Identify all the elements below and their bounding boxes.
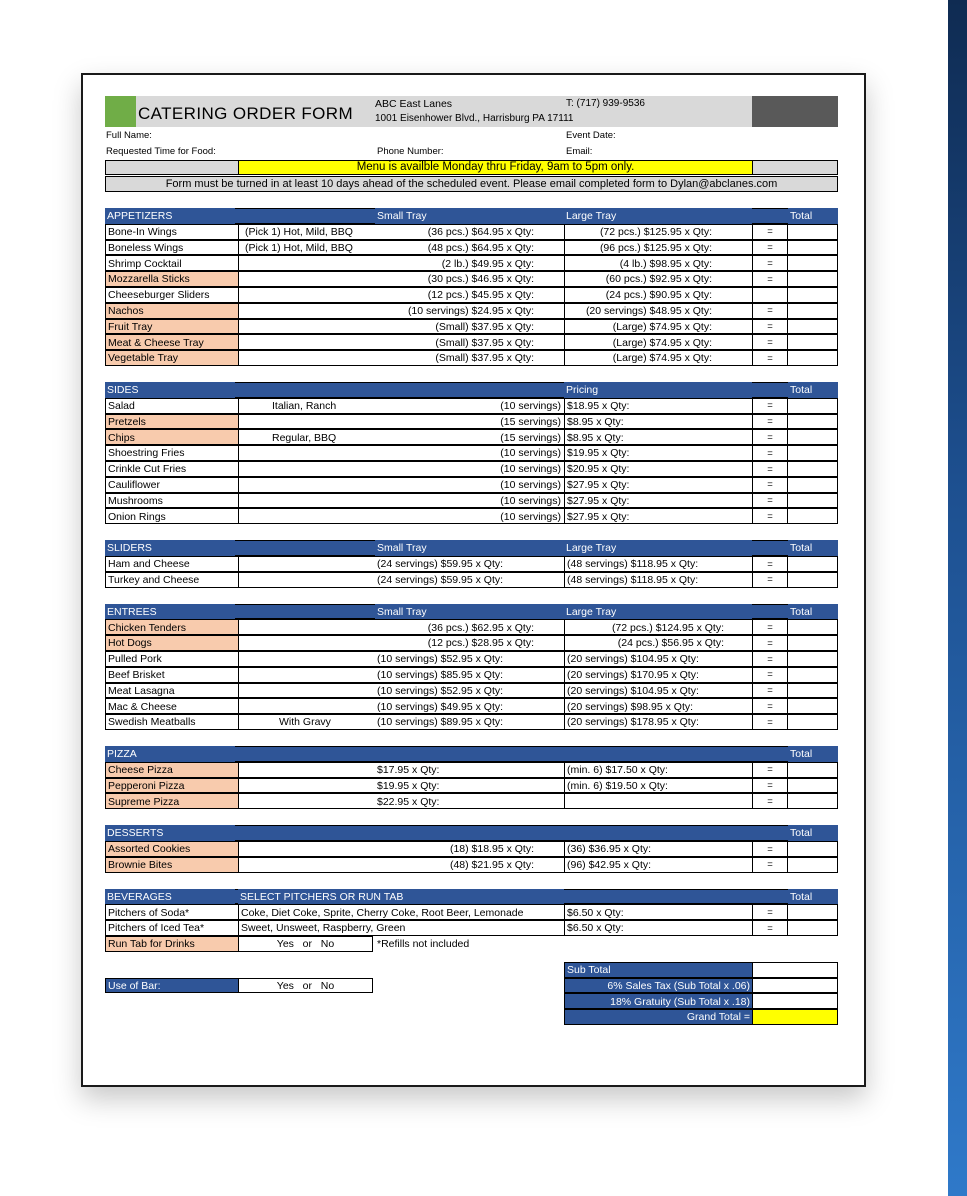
- large-tray-price[interactable]: (48 servings) $118.95 x Qty:: [564, 572, 753, 588]
- beverages-header-row: [105, 889, 838, 905]
- item-name: Beef Brisket: [105, 667, 239, 683]
- event-date-label: Event Date:: [566, 130, 616, 142]
- desserts-equals-1: =: [752, 857, 788, 873]
- appetizers-col-total: Total: [788, 208, 838, 224]
- large-tray-price[interactable]: (20 servings) $48.95 x Qty:: [564, 303, 753, 319]
- gratuity-row: [105, 993, 838, 1009]
- item-name: Meat Lasagna: [105, 683, 239, 699]
- small-tray-price[interactable]: (10 servings) $89.95 x Qty:: [377, 716, 504, 729]
- phone-number-label: Phone Number:: [377, 146, 444, 158]
- item-name: Cheese Pizza: [105, 762, 239, 778]
- beverages-section-title: BEVERAGES: [105, 889, 235, 905]
- sides-header-row: [105, 382, 838, 398]
- appetizers-total-field-8[interactable]: [787, 350, 838, 366]
- entrees-equals-5: =: [752, 698, 788, 714]
- beverages-equals-0: =: [752, 904, 788, 920]
- grand-total-field[interactable]: [752, 1009, 838, 1025]
- dessert-row: [105, 841, 838, 857]
- sides-total-field-4[interactable]: [787, 461, 838, 477]
- appetizers-col-small: Small Tray: [375, 208, 564, 224]
- sides-col-total: Total: [788, 382, 838, 398]
- sides-total-field-7[interactable]: [787, 508, 838, 524]
- small-price[interactable]: $17.95 x Qty:: [377, 763, 440, 776]
- appetizers-total-field-7[interactable]: [787, 334, 838, 350]
- bar-label: Use of Bar:: [105, 978, 239, 994]
- appetizer-row: [105, 303, 838, 319]
- sliders-total-field-1[interactable]: [787, 572, 838, 588]
- item-name: Pulled Pork: [105, 651, 239, 667]
- side-price[interactable]: $19.95 x Qty:: [564, 445, 753, 461]
- grand-total-label: Grand Total =: [564, 1009, 753, 1025]
- sliders-equals-1: =: [752, 572, 788, 588]
- appetizer-row: [105, 319, 838, 335]
- servings: (10 servings): [500, 399, 561, 412]
- small-tray-price[interactable]: (2 lb.) $49.95 x Qty:: [441, 257, 534, 270]
- desserts-header-row: [105, 825, 838, 841]
- item-name: Swedish Meatballs: [105, 714, 239, 730]
- item-name: Ham and Cheese: [105, 556, 239, 572]
- beverage-price[interactable]: $6.50 x Qty:: [564, 920, 753, 936]
- appetizer-row: [105, 271, 838, 287]
- servings: (10 servings): [500, 463, 561, 476]
- full-name-label: Full Name:: [106, 130, 152, 142]
- small-price[interactable]: (48) $21.95 x Qty:: [449, 858, 534, 871]
- small-tray-price[interactable]: (30 pcs.) $46.95 x Qty:: [427, 273, 534, 286]
- item-options: With Gravy: [279, 716, 331, 729]
- item-name: Mushrooms: [105, 493, 239, 509]
- item-name: Shrimp Cocktail: [105, 255, 239, 271]
- entrees-col-large: Large Tray: [564, 604, 752, 620]
- company-name: ABC East Lanes: [375, 98, 453, 110]
- side-price[interactable]: $20.95 x Qty:: [564, 461, 753, 477]
- entree-row: [105, 667, 838, 683]
- small-tray-price[interactable]: (10 servings) $52.95 x Qty:: [377, 653, 504, 666]
- small-tray-price[interactable]: (24 servings) $59.95 x Qty:: [377, 573, 504, 586]
- servings: (10 servings): [500, 478, 561, 491]
- large-tray-price[interactable]: (24 pcs.) $56.95 x Qty:: [564, 635, 753, 651]
- banner-left-cell: [105, 160, 239, 175]
- large-tray-price[interactable]: (72 pcs.) $125.95 x Qty:: [564, 224, 753, 240]
- desserts-col-total: Total: [788, 825, 838, 841]
- appetizers-total-field-0[interactable]: [787, 224, 838, 240]
- appetizers-total-field-4[interactable]: [787, 287, 838, 303]
- appetizers-equals-3: =: [752, 271, 788, 287]
- large-tray-price[interactable]: (4 lb.) $98.95 x Qty:: [564, 255, 753, 271]
- sliders-header-row: [105, 540, 838, 556]
- large-tray-price[interactable]: (20 servings) $104.95 x Qty:: [564, 683, 753, 699]
- small-price[interactable]: $22.95 x Qty:: [377, 795, 440, 808]
- entrees-equals-4: =: [752, 683, 788, 699]
- sales-tax-field[interactable]: [752, 978, 838, 994]
- entrees-equals-2: =: [752, 651, 788, 667]
- item-name: Mac & Cheese: [105, 698, 239, 714]
- sales-tax-label: 6% Sales Tax (Sub Total x .06): [564, 978, 753, 994]
- entrees-equals-0: =: [752, 619, 788, 635]
- item-name: Assorted Cookies: [105, 841, 239, 857]
- requested-time-label: Requested Time for Food:: [106, 146, 216, 158]
- small-tray-price[interactable]: (10 servings) $85.95 x Qty:: [377, 668, 504, 681]
- appetizers-total-field-5[interactable]: [787, 303, 838, 319]
- appetizers-col-large: Large Tray: [564, 208, 752, 224]
- entree-row: [105, 698, 838, 714]
- side-row: [105, 477, 838, 493]
- side-price[interactable]: $8.95 x Qty:: [564, 414, 753, 430]
- appetizer-row: [105, 287, 838, 303]
- run-tab-row: [105, 936, 838, 952]
- desserts-total-field-1[interactable]: [787, 857, 838, 873]
- entrees-col-total: Total: [788, 604, 838, 620]
- beverage-row: [105, 904, 838, 920]
- small-tray-price[interactable]: (48 pcs.) $64.95 x Qty:: [427, 241, 534, 254]
- sides-equals-3: =: [752, 445, 788, 461]
- entrees-total-field-0[interactable]: [787, 619, 838, 635]
- tax-row: [105, 978, 838, 994]
- sides-total-field-6[interactable]: [787, 493, 838, 509]
- bar-yes-no[interactable]: Yes or No: [238, 978, 373, 994]
- item-name: Brownie Bites: [105, 857, 239, 873]
- pizza-equals-1: =: [752, 778, 788, 794]
- sliders-col-small: Small Tray: [375, 540, 564, 556]
- sides-equals-1: =: [752, 414, 788, 430]
- item-name: Onion Rings: [105, 508, 239, 524]
- entrees-col-small: Small Tray: [375, 604, 564, 620]
- side-row: [105, 414, 838, 430]
- slider-row: [105, 572, 838, 588]
- entrees-equals-1: =: [752, 635, 788, 651]
- sides-total-field-3[interactable]: [787, 445, 838, 461]
- entree-row: [105, 619, 838, 635]
- item-name: Pitchers of Soda*: [105, 904, 239, 920]
- availability-banner: Menu is availble Monday thru Friday, 9am to 5pm only.: [238, 160, 753, 175]
- small-tray-price[interactable]: (12 pcs.) $45.95 x Qty:: [427, 289, 534, 302]
- pizza-equals-2: =: [752, 793, 788, 809]
- entrees-section-title: ENTREES: [105, 604, 235, 620]
- large-price[interactable]: (min. 6) $19.50 x Qty:: [564, 778, 753, 794]
- entree-row: [105, 714, 838, 730]
- appetizers-header-row: [105, 208, 838, 224]
- appetizers-equals-2: =: [752, 255, 788, 271]
- large-tray-price[interactable]: (20 servings) $178.95 x Qty:: [564, 714, 753, 730]
- pizza-total-field-2[interactable]: [787, 793, 838, 809]
- sides-section-title: SIDES: [105, 382, 235, 398]
- servings: (10 servings): [500, 510, 561, 523]
- large-price[interactable]: (96) $42.95 x Qty:: [564, 857, 753, 873]
- item-name: Crinkle Cut Fries: [105, 461, 239, 477]
- item-options: (Pick 1) Hot, Mild, BBQ: [245, 225, 353, 238]
- item-name: Boneless Wings: [105, 240, 239, 256]
- large-tray-price[interactable]: (20 servings) $170.95 x Qty:: [564, 667, 753, 683]
- sides-equals-5: =: [752, 477, 788, 493]
- side-price[interactable]: $27.95 x Qty:: [564, 508, 753, 524]
- beverage-options: Sweet, Unsweet, Raspberry, Green: [238, 920, 565, 936]
- company-address: 1001 Eisenhower Blvd., Harrisburg PA 17111: [375, 113, 574, 124]
- entree-row: [105, 635, 838, 651]
- beverage-price[interactable]: $6.50 x Qty:: [564, 904, 753, 920]
- subtotal-label: Sub Total: [564, 962, 753, 978]
- pizza-total-field-0[interactable]: [787, 762, 838, 778]
- appetizers-equals-5: =: [752, 303, 788, 319]
- dessert-row: [105, 857, 838, 873]
- entrees-total-field-1[interactable]: [787, 635, 838, 651]
- side-row: [105, 508, 838, 524]
- item-name: Shoestring Fries: [105, 445, 239, 461]
- logo-block: [105, 96, 136, 127]
- servings: (15 servings): [500, 415, 561, 428]
- small-tray-price[interactable]: (36 pcs.) $64.95 x Qty:: [427, 225, 534, 238]
- large-price[interactable]: [564, 793, 753, 809]
- side-row: [105, 398, 838, 414]
- item-name: Fruit Tray: [105, 319, 239, 335]
- desserts-total-field-0[interactable]: [787, 841, 838, 857]
- appetizers-equals-4: [752, 287, 788, 303]
- sides-total-field-2[interactable]: [787, 429, 838, 445]
- item-name: Cauliflower: [105, 477, 239, 493]
- item-name: Chips: [105, 429, 239, 445]
- item-name: Pepperoni Pizza: [105, 778, 239, 794]
- entrees-equals-6: =: [752, 714, 788, 730]
- company-phone: T: (717) 939-9536: [566, 98, 645, 109]
- sliders-section-title: SLIDERS: [105, 540, 235, 556]
- item-name: Salad: [105, 398, 239, 414]
- sliders-col-total: Total: [788, 540, 838, 556]
- item-name: Hot Dogs: [105, 635, 239, 651]
- entrees-total-field-4[interactable]: [787, 683, 838, 699]
- appetizers-total-field-2[interactable]: [787, 255, 838, 271]
- beverages-equals-1: =: [752, 920, 788, 936]
- item-options: (Pick 1) Hot, Mild, BBQ: [245, 241, 353, 254]
- appetizers-total-field-1[interactable]: [787, 240, 838, 256]
- servings: (10 servings): [500, 447, 561, 460]
- large-tray-price[interactable]: (20 servings) $98.95 x Qty:: [564, 698, 753, 714]
- large-tray-price[interactable]: (72 pcs.) $124.95 x Qty:: [564, 619, 753, 635]
- side-price[interactable]: $8.95 x Qty:: [564, 429, 753, 445]
- appetizers-equals-6: =: [752, 319, 788, 335]
- small-tray-price[interactable]: (Small) $37.95 x Qty:: [435, 320, 534, 333]
- subtotal-field[interactable]: [752, 962, 838, 978]
- item-name: Turkey and Cheese: [105, 572, 239, 588]
- item-name: Pretzels: [105, 414, 239, 430]
- large-tray-price[interactable]: (Large) $74.95 x Qty:: [564, 319, 753, 335]
- gratuity-field[interactable]: [752, 993, 838, 1009]
- pizza-section-title: PIZZA: [105, 746, 235, 762]
- sliders-col-large: Large Tray: [564, 540, 752, 556]
- appetizer-row: [105, 224, 838, 240]
- side-row: [105, 445, 838, 461]
- run-tab-label: Run Tab for Drinks: [105, 936, 239, 952]
- grand-total-row: [105, 1009, 838, 1025]
- appetizers-total-field-3[interactable]: [787, 271, 838, 287]
- small-tray-price[interactable]: (Small) $37.95 x Qty:: [435, 336, 534, 349]
- servings: (10 servings): [500, 494, 561, 507]
- appetizers-section-title: APPETIZERS: [105, 208, 235, 224]
- beverage-row: [105, 920, 838, 936]
- slider-row: [105, 556, 838, 572]
- sides-equals-4: =: [752, 461, 788, 477]
- small-tray-price[interactable]: (12 pcs.) $28.95 x Qty:: [427, 637, 534, 650]
- side-price[interactable]: $27.95 x Qty:: [564, 493, 753, 509]
- banner-right-cell: [752, 160, 838, 175]
- side-row: [105, 461, 838, 477]
- entrees-total-field-5[interactable]: [787, 698, 838, 714]
- large-tray-price[interactable]: (Large) $74.95 x Qty:: [564, 334, 753, 350]
- item-name: Supreme Pizza: [105, 793, 239, 809]
- window-edge-bar: [948, 0, 967, 1196]
- sides-equals-6: =: [752, 493, 788, 509]
- servings: (15 servings): [500, 431, 561, 444]
- pizza-row: [105, 778, 838, 794]
- desserts-equals-0: =: [752, 841, 788, 857]
- large-tray-price[interactable]: (Large) $74.95 x Qty:: [564, 350, 753, 366]
- appetizers-equals-8: =: [752, 350, 788, 366]
- appetizer-row: [105, 240, 838, 256]
- large-tray-price[interactable]: (48 servings) $118.95 x Qty:: [564, 556, 753, 572]
- entrees-equals-3: =: [752, 667, 788, 683]
- beverages-col-total: Total: [788, 889, 838, 905]
- pizza-col-total: Total: [788, 746, 838, 762]
- entree-row: [105, 651, 838, 667]
- large-tray-price[interactable]: (24 pcs.) $90.95 x Qty:: [564, 287, 753, 303]
- form-title: CATERING ORDER FORM: [136, 96, 355, 127]
- sliders-equals-0: =: [752, 556, 788, 572]
- large-price[interactable]: (min. 6) $17.50 x Qty:: [564, 762, 753, 778]
- pizza-header-row: [105, 746, 838, 762]
- item-options: Regular, BBQ: [272, 431, 337, 444]
- beverage-options: Coke, Diet Coke, Sprite, Cherry Coke, Root Beer, Lemonade: [238, 904, 565, 920]
- appetizers-equals-1: =: [752, 240, 788, 256]
- subtotal-row: [105, 962, 838, 978]
- item-options: Italian, Ranch: [272, 399, 337, 412]
- small-price[interactable]: $19.95 x Qty:: [377, 779, 440, 792]
- side-row: [105, 493, 838, 509]
- item-name: Chicken Tenders: [105, 619, 239, 635]
- item-name: Mozzarella Sticks: [105, 271, 239, 287]
- appetizers-total-field-6[interactable]: [787, 319, 838, 335]
- beverages-col-subtitle: SELECT PITCHERS OR RUN TAB: [238, 889, 564, 905]
- entree-row: [105, 683, 838, 699]
- appetizer-row: [105, 334, 838, 350]
- small-price[interactable]: (18) $18.95 x Qty:: [449, 843, 534, 856]
- entrees-header-row: [105, 604, 838, 620]
- refills-note: *Refills not included: [377, 938, 470, 951]
- pizza-row: [105, 793, 838, 809]
- pizza-row: [105, 762, 838, 778]
- sides-equals-2: =: [752, 429, 788, 445]
- item-name: Meat & Cheese Tray: [105, 334, 239, 350]
- entrees-total-field-3[interactable]: [787, 667, 838, 683]
- desserts-section-title: DESSERTS: [105, 825, 235, 841]
- sliders-total-field-0[interactable]: [787, 556, 838, 572]
- gratuity-label: 18% Gratuity (Sub Total x .18): [564, 993, 753, 1009]
- sides-total-field-0[interactable]: [787, 398, 838, 414]
- item-name: Vegetable Tray: [105, 350, 239, 366]
- item-name: Cheeseburger Sliders: [105, 287, 239, 303]
- pizza-total-field-1[interactable]: [787, 778, 838, 794]
- sides-total-field-1[interactable]: [787, 414, 838, 430]
- item-name: Nachos: [105, 303, 239, 319]
- item-name: Bone-In Wings: [105, 224, 239, 240]
- small-tray-price[interactable]: (24 servings) $59.95 x Qty:: [377, 558, 504, 571]
- beverages-total-field-1[interactable]: [787, 920, 838, 936]
- appetizer-row: [105, 350, 838, 366]
- appetizers-equals-0: =: [752, 224, 788, 240]
- small-tray-price[interactable]: (36 pcs.) $62.95 x Qty:: [427, 621, 534, 634]
- logo-placeholder: [752, 96, 838, 127]
- small-tray-price[interactable]: (10 servings) $24.95 x Qty:: [407, 304, 534, 317]
- sides-col-pricing: Pricing: [564, 382, 752, 398]
- side-row: [105, 429, 838, 445]
- beverages-total-field-0[interactable]: [787, 904, 838, 920]
- side-price[interactable]: $27.95 x Qty:: [564, 477, 753, 493]
- small-tray-price[interactable]: (10 servings) $49.95 x Qty:: [377, 700, 504, 713]
- pizza-equals-0: =: [752, 762, 788, 778]
- small-tray-price[interactable]: (10 servings) $52.95 x Qty:: [377, 684, 504, 697]
- small-tray-price[interactable]: (Small) $37.95 x Qty:: [435, 352, 534, 365]
- sides-total-field-5[interactable]: [787, 477, 838, 493]
- appetizer-row: [105, 255, 838, 271]
- sides-equals-7: =: [752, 508, 788, 524]
- item-name: Pitchers of Iced Tea*: [105, 920, 239, 936]
- entrees-total-field-2[interactable]: [787, 651, 838, 667]
- side-price[interactable]: $18.95 x Qty:: [564, 398, 753, 414]
- submission-notice: Form must be turned in at least 10 days ahead of the scheduled event. Please email completed form to Dylan@abclanes.com: [105, 176, 838, 192]
- run-tab-yes-no[interactable]: Yes or No: [238, 936, 373, 952]
- entrees-total-field-6[interactable]: [787, 714, 838, 730]
- sides-equals-0: =: [752, 398, 788, 414]
- large-tray-price[interactable]: (20 servings) $104.95 x Qty:: [564, 651, 753, 667]
- large-tray-price[interactable]: (96 pcs.) $125.95 x Qty:: [564, 240, 753, 256]
- large-price[interactable]: (36) $36.95 x Qty:: [564, 841, 753, 857]
- large-tray-price[interactable]: (60 pcs.) $92.95 x Qty:: [564, 271, 753, 287]
- appetizers-equals-7: =: [752, 334, 788, 350]
- email-label: Email:: [566, 146, 593, 158]
